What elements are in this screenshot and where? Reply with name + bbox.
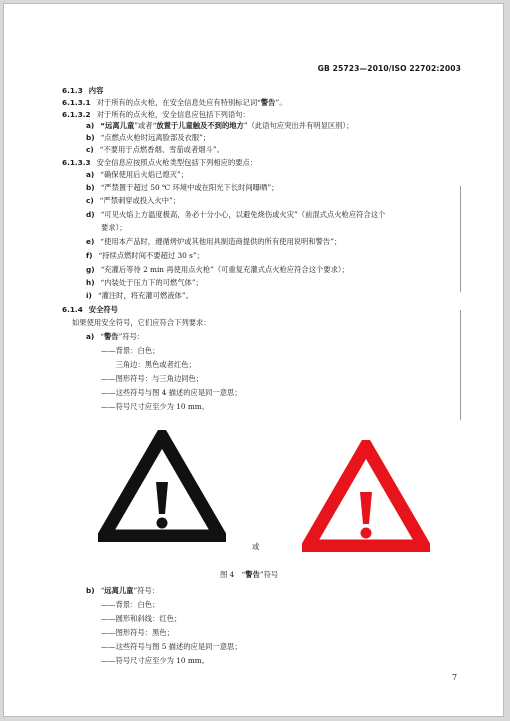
text-line xyxy=(62,110,250,120)
text-run: 安全符号 xyxy=(88,305,118,314)
text-run: “可见火焰上方温度极高，务必十分小心，以避免烧伤或火灾”（前混式点火枪应符合这个 xyxy=(100,210,386,219)
text-line xyxy=(86,210,385,220)
text-run: 警告 xyxy=(104,332,119,341)
clause-number: 6.1.3.3 xyxy=(62,158,91,167)
text-run: ——符号尺寸应至少为 10 mm。 xyxy=(101,402,210,411)
clause-number: d) xyxy=(86,210,95,219)
text-run: “使用本产品时，遵循烤炉或其他用具制造商提供的所有使用说明和警告”； xyxy=(100,237,342,246)
clause-number: h) xyxy=(86,278,95,287)
clause-number: a) xyxy=(86,170,95,179)
text-line xyxy=(252,542,259,552)
text-line xyxy=(62,86,103,96)
clause-number: 6.1.4 xyxy=(62,305,83,314)
text-line xyxy=(101,360,196,370)
text-line xyxy=(86,237,341,247)
text-line xyxy=(86,133,210,143)
text-line xyxy=(62,305,118,315)
text-line xyxy=(101,656,209,666)
text-run: 如果使用安全符号，它们应符合下列要求： xyxy=(72,318,211,327)
text-line xyxy=(86,251,204,261)
text-run: ”符号： xyxy=(118,332,145,341)
text-run: ”符号 xyxy=(259,570,279,579)
text-line xyxy=(62,158,257,168)
text-run: ”（此语句应突出并有明显区别）； xyxy=(243,121,354,130)
text-run: 警告 xyxy=(260,98,276,107)
text-run: “内装处于压力下的可燃气体”； xyxy=(100,278,203,287)
clause-number: e) xyxy=(86,237,95,246)
exclamation-icon xyxy=(156,482,168,514)
text-line xyxy=(86,170,188,180)
text-run: “确保使用后火焰已熄灭”； xyxy=(100,170,188,179)
text-line xyxy=(86,586,159,596)
text-line xyxy=(101,223,127,233)
clause-number: 6.1.3.1 xyxy=(62,98,91,107)
text-run: 要求）； xyxy=(101,223,127,232)
text-run: “持续点燃时间不要超过 30 s”； xyxy=(98,251,204,260)
text-run: ——背景：白色； xyxy=(101,346,160,355)
text-line xyxy=(86,332,144,342)
text-run: ——图形符号：黑色； xyxy=(101,628,174,637)
text-run: ——符号尺寸应至少为 10 mm。 xyxy=(101,656,210,665)
text-run: ——这些符号与图 4 描述的应是同一意思； xyxy=(101,388,242,397)
text-run: “远离儿童 xyxy=(100,121,135,130)
margin-bar xyxy=(460,310,461,420)
text-run: 安全信息应按照点火枪类型包括下列相应的要点： xyxy=(96,158,258,167)
standard-header: GB 25723—2010/ISO 22702:2003 xyxy=(317,64,461,73)
clause-number: a) xyxy=(86,121,95,130)
clause-number: b) xyxy=(86,183,95,192)
text-run: “充灌后等待 2 min 再使用点火枪”（可重复充灌式点火枪应符合这个要求）； xyxy=(100,265,349,274)
clause-number: 6.1.3 xyxy=(62,86,83,95)
text-line xyxy=(86,121,353,131)
clause-number: a) xyxy=(86,332,95,341)
text-run: “ xyxy=(100,586,105,595)
text-run: 警告 xyxy=(245,570,260,579)
page-number: 7 xyxy=(452,673,458,682)
text-line xyxy=(101,402,209,412)
text-run: 远离儿童 xyxy=(104,586,134,595)
text-run: ——背景：白色； xyxy=(101,600,160,609)
warning-triangle-red xyxy=(302,440,430,552)
text-line xyxy=(72,318,211,328)
text-line xyxy=(86,196,180,206)
text-line xyxy=(86,145,224,155)
clause-number: f) xyxy=(86,251,93,260)
text-line xyxy=(62,98,287,108)
margin-bar xyxy=(460,186,461,292)
text-run: “不要用于点燃香烟、雪茄或者烟斗”。 xyxy=(99,145,224,154)
clause-number: i) xyxy=(86,291,92,300)
clause-number: g) xyxy=(86,265,95,274)
text-run: 或 xyxy=(252,542,260,551)
text-run: 对于所有的点火枪，在安全信息处应有特别标记词“ xyxy=(96,98,261,107)
text-run: “ xyxy=(100,332,104,341)
text-run: 对于所有的点火枪，安全信息应包括下列语句： xyxy=(96,110,250,119)
text-line xyxy=(101,346,159,356)
warning-triangle-black xyxy=(98,430,226,542)
text-line xyxy=(101,642,242,652)
text-line xyxy=(101,600,159,610)
clause-number: c) xyxy=(86,196,94,205)
text-run: “灌注时，将充灌可燃液体”。 xyxy=(97,291,193,300)
text-line xyxy=(101,374,203,384)
clause-number: b) xyxy=(86,133,95,142)
text-run: 放置于儿童触及不到的地方 xyxy=(156,121,244,130)
text-line xyxy=(101,628,174,638)
text-run: ”或者“ xyxy=(134,121,157,130)
exclamation-icon xyxy=(360,492,372,524)
text-line xyxy=(86,291,193,301)
text-line xyxy=(86,265,349,275)
text-run: ——圆形和斜线：红色； xyxy=(101,614,182,623)
text-line xyxy=(220,570,278,580)
text-run: “严禁刺穿或投入火中”； xyxy=(99,196,181,205)
text-run: “严禁置于超过 50 ℃ 环境中或在阳光下长时间曝晒”； xyxy=(100,183,279,192)
document-page xyxy=(3,3,504,717)
clause-number: 6.1.3.2 xyxy=(62,110,91,119)
clause-number: c) xyxy=(86,145,94,154)
text-run: 图 4 “ xyxy=(220,570,246,579)
text-line xyxy=(101,614,181,624)
text-line xyxy=(86,183,278,193)
clause-number: b) xyxy=(86,586,95,595)
text-run: 三角边：黑色或者红色； xyxy=(101,360,196,369)
text-run: ”。 xyxy=(275,98,287,107)
text-line xyxy=(86,278,203,288)
text-run: ——图形符号：与三角边同色； xyxy=(101,374,204,383)
text-run: “点燃点火枪时远离脸部及衣服”； xyxy=(100,133,211,142)
text-run: ”符号： xyxy=(133,586,160,595)
text-run: ——这些符号与图 5 描述的应是同一意思； xyxy=(101,642,242,651)
text-line xyxy=(101,388,242,398)
text-run: 内容 xyxy=(88,86,104,95)
